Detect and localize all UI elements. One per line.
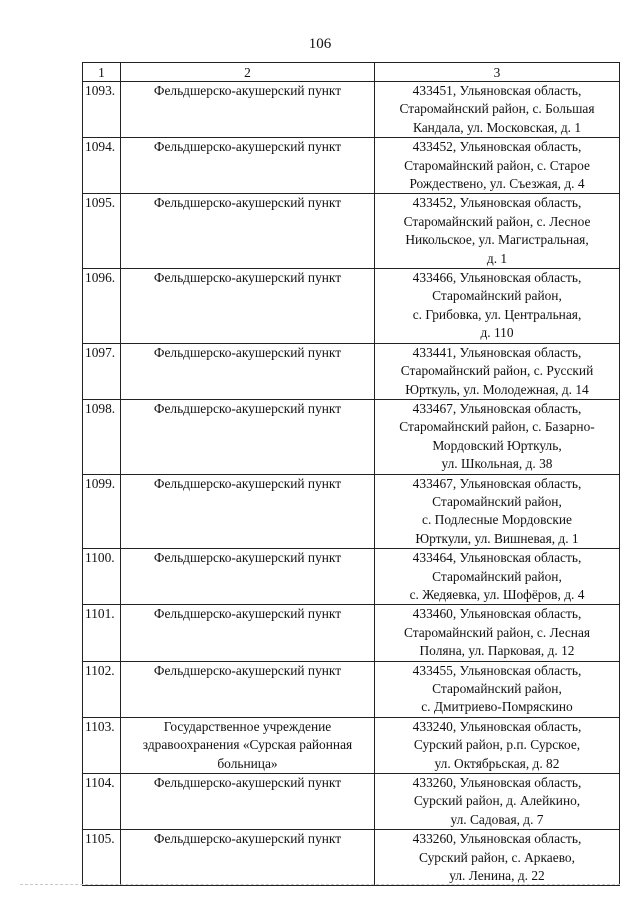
address-line: Юрткули, ул. Вишневая, д. 1	[415, 530, 579, 546]
header-row	[83, 63, 620, 82]
address-line: Старомайнский район, с. Большая	[399, 101, 595, 117]
row-number: 1098.	[83, 399, 121, 474]
institution-name: Фельдшерско-акушерский пункт	[121, 399, 375, 474]
row-number: 1103.	[83, 717, 121, 773]
address-line: ул. Ленина, д. 22	[449, 868, 545, 884]
institution-address	[375, 717, 620, 773]
row-number: 1097.	[83, 343, 121, 399]
address-line: Сурский район, с. Аркаево,	[419, 849, 575, 865]
institution-name: Фельдшерско-акушерский пункт	[121, 138, 375, 194]
address-line: с. Подлесные Мордовские	[422, 512, 572, 528]
institution-address	[375, 399, 620, 474]
row-number: 1104.	[83, 774, 121, 830]
row-number: 1105.	[83, 830, 121, 886]
institution-address	[375, 830, 620, 886]
address-line: Старомайнский район,	[432, 493, 562, 509]
institution-address	[375, 82, 620, 138]
address-line: 433441, Ульяновская область,	[412, 344, 582, 360]
institution-address	[375, 661, 620, 717]
address-line: д. 1	[486, 250, 508, 266]
address-line: Старомайнский район,	[432, 568, 562, 584]
address-line: Старомайнский район, с. Лесная	[403, 624, 591, 640]
address-line: Старомайнский район,	[432, 681, 562, 696]
institution-name: Фельдшерско-акушерский пункт	[121, 474, 375, 549]
address-line: 433452, Ульяновская область,	[412, 195, 582, 211]
table-row	[83, 138, 620, 194]
address-line: Старомайнский район,	[432, 288, 562, 304]
table-row	[83, 661, 620, 717]
address-line: с. Грибовка, ул. Центральная,	[412, 306, 582, 322]
institution-address	[375, 549, 620, 605]
institution-name: Фельдшерско-акушерский пункт	[121, 549, 375, 605]
table-row	[83, 605, 620, 661]
address-line: Старомайнский район, с. Старое	[404, 157, 590, 173]
institution-address	[375, 138, 620, 194]
table-row	[83, 194, 620, 269]
table-row	[83, 830, 620, 886]
address-line: ул. Октябрьская, д. 82	[434, 755, 560, 771]
address-line: 433460, Ульяновская область,	[412, 606, 582, 622]
institution-name: Фельдшерско-акушерский пункт	[121, 194, 375, 269]
institution-address	[375, 343, 620, 399]
row-number: 1094.	[83, 138, 121, 194]
institution-address	[375, 605, 620, 661]
institution-address	[375, 474, 620, 549]
institution-name: Фельдшерско-акушерский пункт	[121, 605, 375, 661]
table-row	[83, 474, 620, 549]
column-header-number: 1	[83, 63, 121, 82]
row-number: 1101.	[83, 605, 121, 661]
table-row	[83, 343, 620, 399]
address-line: Кандала, ул. Московская, д. 1	[412, 119, 582, 135]
address-line: ул. Школьная, д. 38	[441, 456, 553, 472]
row-number: 1100.	[83, 549, 121, 605]
institution-name: Фельдшерско-акушерский пункт	[121, 661, 375, 717]
table-body	[83, 82, 620, 886]
table-row	[83, 717, 620, 773]
address-line: с. Жедяевка, ул. Шофёров, д. 4	[409, 586, 585, 602]
address-line: Старомайнский район, с. Базарно-	[399, 419, 595, 435]
table-header	[83, 63, 620, 82]
institution-name: Фельдшерско-акушерский пункт	[121, 774, 375, 830]
institution-name: Фельдшерско-акушерский пункт	[121, 343, 375, 399]
page-number: 106	[308, 36, 332, 52]
address-line: Старомайнский район, с. Русский	[400, 363, 594, 379]
address-line: 433240, Ульяновская область,	[412, 718, 582, 734]
address-line: 433467, Ульяновская область,	[412, 400, 582, 416]
institution-name: Фельдшерско-акушерский пункт	[121, 830, 375, 886]
address-line: 433466, Ульяновская область,	[412, 270, 582, 286]
address-line: Поляна, ул. Парковая, д. 12	[419, 643, 575, 659]
institution-address	[375, 194, 620, 269]
address-line: 433467, Ульяновская область,	[412, 475, 582, 491]
address-line: Мордовский Юрткуль,	[432, 437, 562, 453]
registry-table	[82, 62, 620, 886]
address-line: Сурский район, р.п. Сурское,	[413, 737, 581, 753]
institution-name: Государственное учреждение здравоохранения «Сурская районная больница»	[121, 717, 375, 773]
address-line: 433260, Ульяновская область,	[412, 775, 582, 791]
address-line: 433464, Ульяновская область,	[412, 550, 582, 566]
table-row	[83, 774, 620, 830]
address-line: д. 110	[480, 325, 514, 341]
column-header-name: 2	[121, 63, 375, 82]
column-header-address: 3	[375, 63, 620, 82]
institution-address	[375, 269, 620, 344]
institution-name: Фельдшерско-акушерский пункт	[121, 269, 375, 344]
row-number: 1102.	[83, 661, 121, 717]
address-line: Сурский район, д. Алейкино,	[413, 793, 581, 809]
row-number: 1099.	[83, 474, 121, 549]
address-line: 433452, Ульяновская область,	[412, 139, 582, 155]
address-line: 433451, Ульяновская область,	[412, 83, 582, 98]
row-number: 1093.	[83, 82, 121, 138]
page-bottom-divider	[20, 884, 620, 885]
table-row	[83, 399, 620, 474]
row-number: 1096.	[83, 269, 121, 344]
row-number: 1095.	[83, 194, 121, 269]
address-line: Юрткуль, ул. Молодежная, д. 14	[405, 381, 589, 397]
address-line: 433260, Ульяновская область,	[412, 831, 582, 847]
address-line: с. Дмитриево-Помряскино	[421, 699, 573, 715]
address-line: ул. Садовая, д. 7	[450, 811, 544, 827]
table-row	[83, 269, 620, 344]
address-line: 433455, Ульяновская область,	[412, 662, 582, 678]
table-row	[83, 82, 620, 138]
address-line: Никольское, ул. Магистральная,	[405, 232, 589, 248]
institution-name: Фельдшерско-акушерский пункт	[121, 82, 375, 138]
address-line: Рождествено, ул. Съезжая, д. 4	[409, 176, 585, 192]
institution-address	[375, 774, 620, 830]
address-line: Старомайнский район, с. Лесное	[403, 213, 591, 229]
table-row	[83, 549, 620, 605]
